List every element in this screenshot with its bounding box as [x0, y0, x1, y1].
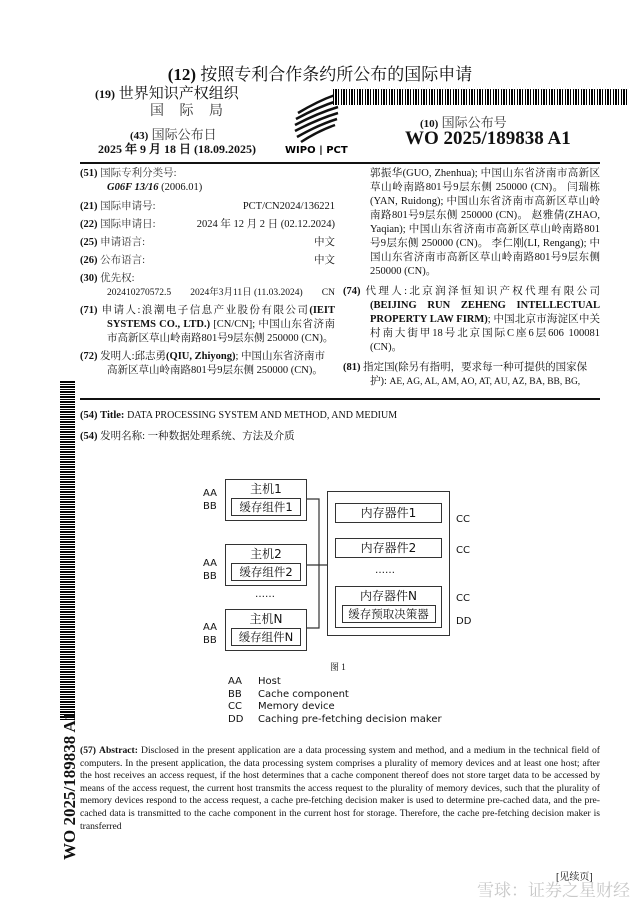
- memory-device-1: 内存器件1: [335, 503, 442, 523]
- host-n: 主机N 缓存组件N: [225, 609, 307, 651]
- logo-text: WIPO | PCT: [285, 145, 348, 155]
- pubdate-label: (43) 国际公布日: [130, 127, 217, 142]
- figure-legend: AA Host BB Cache component CC Memory device DD Caching pre-fetching decision maker: [228, 676, 442, 725]
- abstract: (57) Abstract: Disclosed in the present application are a data processing system and method, and a medium in the technical field of computers. In the present application, the data processing system comprises a plurality of memory devices and at least one host; after the host receives an access request, if the host determines that a cache component thereof does not store target data to be accessed by means of the access request, the current host transmits the access request to the plurality of memory devices, such that the plurality of memory devices respond to the access request, a cache pre-fetching decision maker is used to determine pre-cached data, and the pre-cached data is transmitted to the cache component in the current host for storage. Therefore, the cache pre-fetching decision maker is transferred: [80, 745, 600, 832]
- host-2: 主机2 缓存组件2: [225, 544, 307, 586]
- field-ipc: (51) 国际专利分类号: G06F 13/16 (2006.01): [80, 168, 203, 193]
- label-aa: AA: [203, 488, 217, 499]
- pubdate: 2025 年 9 月 18 日 (18.09.2025): [98, 142, 256, 156]
- label-aa: AA: [203, 622, 217, 633]
- label-cc: CC: [456, 545, 470, 556]
- field-priority: (30) 优先权: 202410270572.5 2024年3月11日 (11.03.2024) CN: [80, 273, 335, 298]
- field-app-language: (25) 申请语言: 中文: [80, 237, 335, 248]
- prefetch-decision-maker: 缓存预取决策器: [342, 605, 436, 623]
- inventors-continued: 郭振华(GUO, Zhenhua); 中国山东省济南市高新区草山岭南路801号9层东侧 250000 (CN)。 闫瑞栋(YAN, Ruidong); 中国山东省济南市高新区草山岭南路801号9层东侧 250000 (CN)。 赵雅倩(ZHAO, Yaqian); 中国山东省济南市高新区草山岭南路801号9层东侧 250000 (CN)。 李仁刚(LI, Rengang); 中国山东省济南市高新区草山岭南路801号9层东侧 250000 (CN)。: [370, 168, 600, 277]
- organization: (19) 世界知识产权组织: [95, 86, 239, 102]
- field-agent: (74) 代理人:北京润泽恒知识产权代理有限公司(BEIJING RUN ZEHENG INTELLECTUAL PROPERTY LAW FIRM); 中国北京市海淀区中关村南大街甲18号北京国际C座6层606 100081 (CN)。: [343, 286, 601, 353]
- watermark: 雪球：证券之星财经: [477, 881, 630, 901]
- field-inventor: (72) 发明人:邱志勇(QIU, Zhiyong); 中国山东省济南市高新区草山岭南路801号9层东侧 250000 (CN)。: [80, 351, 326, 376]
- memory-device-n: 内存器件N 缓存预取决策器: [335, 586, 442, 628]
- label-bb: BB: [203, 501, 217, 512]
- figure-caption: 图 1: [330, 662, 346, 672]
- publication-number: WO 2025/189838 A1: [405, 128, 571, 149]
- title-zh: (54) 发明名称: 一种数据处理系统、方法及介质: [80, 431, 295, 442]
- field-app-number: (21) 国际申请号: PCT/CN2024/136221: [80, 201, 335, 212]
- document-title: (12) 按照专利合作条约所公布的国际申请: [167, 65, 473, 84]
- ellipsis: ……: [375, 565, 395, 576]
- ellipsis: ……: [255, 589, 275, 600]
- host-1: 主机1 缓存组件1: [225, 479, 307, 521]
- field-app-date: (22) 国际申请日: 2024 年 12 月 2 日 (02.12.2024): [80, 219, 335, 230]
- label-bb: BB: [203, 571, 217, 582]
- pubno-label: (10) 国际公布号: [420, 115, 507, 130]
- label-dd: DD: [456, 616, 472, 627]
- side-publication-number: WO 2025/189838 A1: [60, 711, 79, 860]
- label-bb: BB: [203, 635, 217, 646]
- title-en: (54) Title: DATA PROCESSING SYSTEM AND METHOD, AND MEDIUM: [80, 410, 398, 421]
- field-applicant: (71) 申请人:浪潮电子信息产业股份有限公司(IEIT SYSTEMS CO., LTD.) [CN/CN]; 中国山东省济南市高新区草山岭南路801号9层东侧 250000 (CN)。: [80, 305, 336, 344]
- field-pub-language: (26) 公布语言: 中文: [80, 255, 335, 266]
- bureau: 国 际 局: [150, 104, 229, 119]
- continued-note: [见续页]: [556, 872, 593, 883]
- field-designated: (81) 指定国(除另有指明，要求每一种可提供的国家保护): AE, AG, AL, AM, AO, AT, AU, AZ, BA, BB, BG,: [343, 362, 588, 387]
- memory-device-2: 内存器件2: [335, 538, 442, 558]
- label-cc: CC: [456, 593, 470, 604]
- label-aa: AA: [203, 558, 217, 569]
- label-cc: CC: [456, 514, 470, 525]
